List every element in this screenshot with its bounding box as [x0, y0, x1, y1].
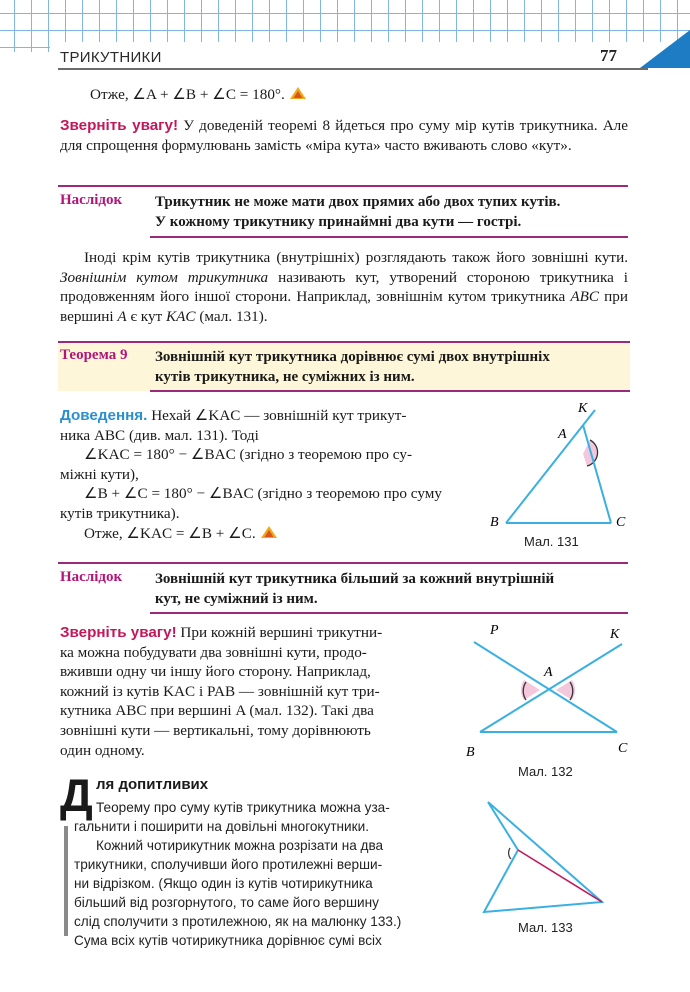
corollary-1-bottom-rule [150, 236, 628, 238]
warning-triangle-icon [260, 525, 278, 539]
exterior-part-4: є кут [130, 307, 163, 325]
theorem-9-line-2: кутів трикутника, не суміжних із ним. [155, 369, 415, 385]
curious-line-4: трикутники, сполучивши його протилежні верши- [74, 857, 383, 872]
attention-2-line-5: кутника ABC при вершині A (мал. 132). Такі два [60, 702, 374, 720]
corollary-1-text [155, 192, 625, 232]
corollary-2-text [155, 569, 625, 609]
corollary-1-line-2: У кожному трикутнику принаймні два кути — гострі. [155, 214, 522, 230]
proof-line-2: ника ABC (див. мал. 131). Тоді [60, 426, 259, 444]
header-rule [58, 68, 648, 70]
fig131-caption: Мал. 131 [524, 534, 579, 549]
intro-conclusion [90, 85, 307, 105]
attention-2-line-1-text: При кожній вершині трикутни- [180, 624, 383, 641]
corollary-2-line-1: Зовнішній кут трикутника більший за кожний внутрішній [155, 571, 555, 587]
exterior-part-2: називають кут, утворений стороною трикутника і продовженням його іншої сторони. Наприклад, зовнішнім кутом трикутника [60, 268, 629, 306]
curious-line-5: ни відрізком. (Якщо один із кутів чотирикутника [74, 876, 373, 891]
corollary-1-label: Наслідок [60, 192, 123, 208]
corollary-2-line-2: кут, не суміжний із ним. [155, 591, 318, 607]
fig132-line-bk [480, 644, 622, 732]
exterior-term: Зовнішнім кутом трикутника [60, 268, 269, 286]
curious-line-3: Кожний чотирикутник можна розрізати на два [96, 838, 384, 853]
figure-133 [470, 790, 620, 920]
attention-2-line-7: один одному. [60, 741, 145, 759]
page-number: 77 [600, 46, 617, 65]
warning-triangle-icon [289, 86, 307, 100]
fig132-label-c: C [618, 741, 628, 756]
proof-line-3: ∠KAC = 180° − ∠BAC (згідно з теоремою про су- [84, 446, 412, 464]
fig132-label-b: B [466, 745, 475, 760]
proof-line-1-text: Нехай ∠KAC — зовнішній кут трикут- [151, 407, 407, 424]
proof-line-4: міжні кути), [60, 465, 139, 483]
fig131-label-c: C [616, 515, 626, 530]
attention-2-line-2: ка можна побудувати два зовнішні кути, продо- [60, 643, 367, 661]
figure-132 [462, 620, 638, 768]
theorem-9-label: Теорема 9 [60, 347, 128, 363]
exterior-a: A [117, 307, 127, 325]
fig132-label-k: K [610, 627, 620, 642]
attention-2-line-6: зовнішні кути — вертикальні, тому дорівнюють [60, 721, 371, 739]
curious-line-7: слід сполучити з протилежною, як на малюнку 133.) [74, 914, 402, 929]
attention-paragraph-2 [60, 623, 455, 760]
fig131-side-ac [583, 425, 611, 523]
corollary-1-line-1: Трикутник не може мати двох прямих або двох тупих кутів. [155, 194, 561, 210]
theorem-9-top-rule [58, 341, 630, 343]
attention-2-line-4: кожний із кутів KAC і PAB — зовнішній кут три- [60, 682, 380, 700]
curious-line-2: гальнити і поширити на довільні многокутники. [74, 819, 369, 834]
corollary-2-label: Наслідок [60, 569, 123, 585]
attention-2-line-1 [60, 623, 455, 643]
attention-text-1: У доведеній теоремі 8 йдеться про суму мір кутів трикутника. Але для спрощення формулювань замість «міра кута» часто вживають слово «кут». [60, 117, 629, 154]
fig133-diagonal [518, 850, 602, 902]
curious-big-letter: Д [60, 769, 93, 821]
figure-131 [488, 398, 638, 538]
fig132-line-pc [474, 642, 617, 732]
corner-triangle [640, 30, 690, 68]
curious-line-1: Теорему про суму кутів трикутника можна уза- [96, 800, 390, 815]
theorem-9-line-1: Зовнішній кут трикутника дорівнює сумі двох внутрішніх [155, 349, 550, 365]
curious-side-bar [64, 826, 68, 936]
proof-line-7 [60, 524, 480, 544]
exterior-abc: ABC [570, 288, 600, 306]
proof-title: Доведення. [60, 407, 148, 424]
fig132-label-a: A [544, 665, 553, 680]
exterior-part-1: Іноді крім кутів трикутника (внутрішніх) розглядають також його зовнішні кути. [84, 249, 628, 266]
fig133-quadrilateral [484, 802, 602, 912]
intro-conclusion-text: Отже, ∠A + ∠B + ∠C = 180°. [90, 86, 285, 103]
corollary-2-bottom-rule [150, 612, 628, 614]
exterior-kac: KAC [165, 307, 196, 325]
exterior-part-5: (мал. 131). [199, 307, 268, 325]
proof-line-5: ∠B + ∠C = 180° − ∠BAC (згідно з теоремою про суму [84, 485, 442, 503]
proof-line-1 [60, 406, 480, 426]
curious-title: ля допитливих [96, 776, 209, 793]
fig133-caption: Мал. 133 [518, 920, 573, 935]
fig132-label-p: P [490, 623, 499, 638]
fig132-caption: Мал. 132 [518, 764, 573, 779]
fig131-label-k: K [578, 401, 588, 416]
attention-label-2: Зверніть увагу! [60, 624, 177, 641]
section-title: ТРИКУТНИКИ [60, 49, 162, 66]
exterior-angle-paragraph [60, 248, 628, 326]
proof-line-6: кутів трикутника). [60, 504, 180, 522]
attention-2-line-3: вживши одну чи іншу його сторону. Наприклад, [60, 663, 371, 681]
fig131-side-ba-extended [506, 410, 595, 523]
exterior-part-3: при вершині [60, 288, 629, 325]
curious-line-6: більший від розгорнутого, то саме його вершину [74, 895, 379, 910]
attention-paragraph-1 [60, 116, 628, 155]
fig131-label-b: B [490, 515, 499, 530]
theorem-9-bottom-rule [150, 390, 630, 392]
proof-line-7-text: Отже, ∠KAC = ∠B + ∠C. [84, 524, 256, 542]
theorem-9-text [155, 347, 625, 387]
attention-label-1: Зверніть увагу! [60, 117, 178, 134]
corollary-2-top-rule [58, 562, 628, 564]
curious-line-8: Сума всіх кутів чотирикутника дорівнює сумі всіх [74, 933, 382, 948]
proof-block [60, 406, 480, 543]
corollary-1-top-rule [58, 185, 628, 187]
fig131-label-a: A [558, 427, 567, 442]
fig133-reflex-arc [509, 848, 511, 859]
